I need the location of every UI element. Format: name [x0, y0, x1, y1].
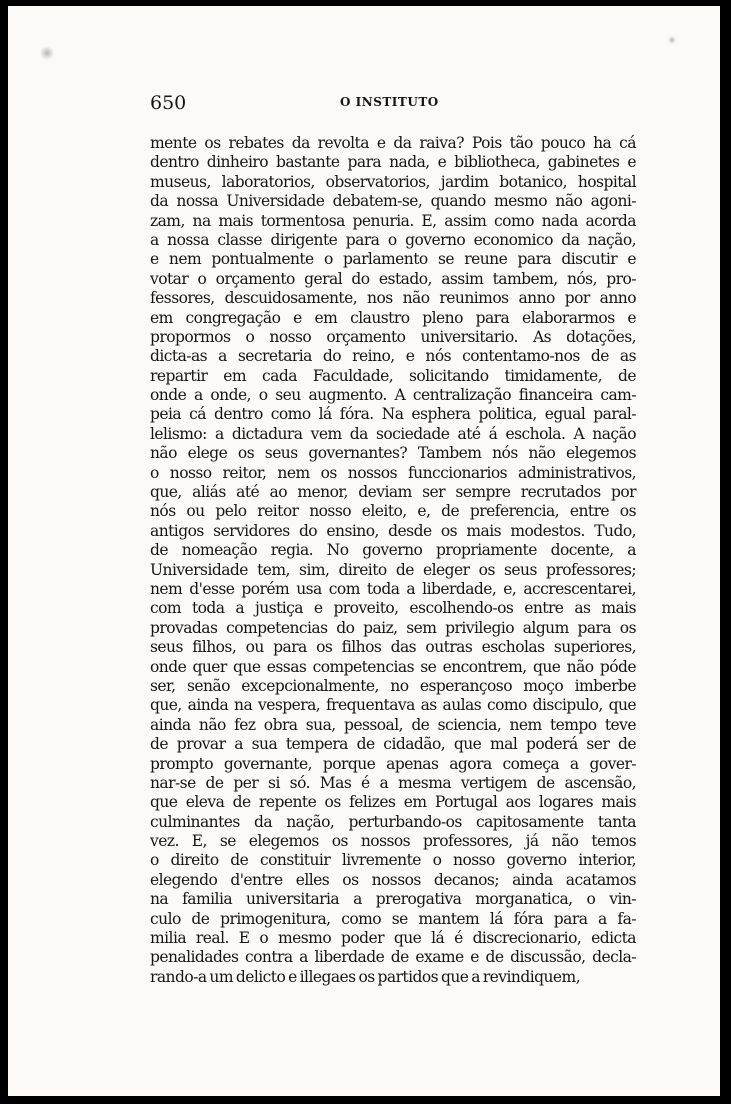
paper-speck [668, 36, 676, 44]
text-line: a nossa classe dirigente para o governo economico da nação, [150, 230, 636, 249]
text-line: culminantes da nação, perturbando-os capitosamente tanta [150, 812, 636, 831]
text-line: o direito de constituir livremente o nosso governo interior, [150, 851, 636, 870]
text-line: dentro dinheiro bastante para nada, e bibliotheca, gabinetes e [150, 153, 636, 172]
text-line: da nossa Universidade debatem-se, quando mesmo não agoni- [150, 192, 636, 211]
page-number: 650 [150, 92, 187, 114]
text-line: repartir em cada Faculdade, solicitando timidamente, de [150, 366, 636, 385]
paper-speck [40, 46, 54, 60]
book-page [8, 6, 720, 1096]
text-line: o nosso reitor, nem os nossos funccionarios administrativos, [150, 463, 636, 482]
body-text [150, 134, 636, 987]
text-line: lelismo: a dictadura vem da sociedade até á escholа. A nação [150, 424, 636, 443]
text-line: onde a onde, o seu augmento. A centralização financeira cam- [150, 386, 636, 405]
text-line: fessores, descuidosamente, nos não reunimos anno por anno [150, 289, 636, 308]
text-line: na familia universitaria a prerogativa morganatica, o vin- [150, 890, 636, 909]
text-line: prompto governante, porque apenas agora começa a gover- [150, 754, 636, 773]
text-line: penalidades contra a liberdade de exame e de discussão, decla- [150, 948, 636, 967]
text-line: de nomeação regia. No governo propriamente docente, a [150, 541, 636, 560]
text-line: com toda a justiça e proveito, escolhendo-os entre as mais [150, 599, 636, 618]
text-line: vez. E, se elegemos os nossos professores, já não temos [150, 832, 636, 851]
page-header [150, 92, 636, 114]
text-line: culo de primogenitura, como se mantem lá fóra para a fa- [150, 909, 636, 928]
text-line: que, aliás até ao menor, deviam ser sempre recrutados por [150, 483, 636, 502]
text-line: propormos o nosso orçamento universitario. As dotações, [150, 327, 636, 346]
text-line: Universidade tem, sim, direito de eleger os seus professores; [150, 560, 636, 579]
text-line: provadas competencias do paiz, sem privilegio algum para os [150, 618, 636, 637]
text-line: elegendo d'entre elles os nossos decanos; ainda acatamos [150, 870, 636, 889]
text-line: ser, senão excepcionalmente, no esperançoso moço imberbe [150, 676, 636, 695]
text-line: mente os rebates da revolta e da raiva? Pois tão pouco ha cá [150, 134, 636, 152]
text-line: onde quer que essas competencias se encontrem, que não póde [150, 657, 636, 676]
text-line: dicta-as a secretaria do reino, e nós contentamo-nos de as [150, 347, 636, 366]
text-line: museus, laboratorios, observatorios, jardim botanico, hospital [150, 172, 636, 191]
text-line: não elege os seus governantes? Tambem nós não elegemos [150, 444, 636, 463]
text-line: milia real. E o mesmo poder que lá é discrecionario, edicta [150, 929, 636, 948]
text-line: nem d'esse porém usa com toda a liberdade, e, accrescentarei, [150, 579, 636, 598]
text-line: e nem pontualmente o parlamento se reune para discutir e [150, 250, 636, 269]
text-line: seus filhos, ou para os filhos das outras escholas superiores, [150, 638, 636, 657]
text-line: zam, na mais tormentosa penuria. E, assim como nada acorda [150, 211, 636, 230]
text-line: votar o orçamento geral do estado, assim tambem, nós, pro- [150, 269, 636, 288]
text-line: rando-a um delicto e illegaes os partidos que a revindiquem, [150, 967, 581, 986]
text-line: em congregação e em claustro pleno para elaborarmos e [150, 308, 636, 327]
running-title: O INSTITUTO [340, 95, 439, 109]
text-line: que eleva de repente os felizes em Portugal aos logares mais [150, 793, 636, 812]
text-line: ainda não fez obra sua, pessoal, de sciencia, nem tempo teve [150, 715, 636, 734]
text-line: nar-se de per si só. Mas é a mesma vertigem de ascensão, [150, 773, 636, 792]
text-line: de provar a sua tempera de cidadão, que mal poderá ser de [150, 735, 636, 754]
text-line: antigos servidores do ensino, desde os mais modestos. Tudo, [150, 521, 636, 540]
text-line: que, ainda na vespera, frequentava as aulas como discipulo, que [150, 696, 636, 715]
text-line: nós ou pelo reitor nosso eleito, e, de preferencia, entre os [150, 502, 636, 521]
text-line: peia cá dentro como lá fóra. Na esphera politica, egual paral- [150, 405, 636, 424]
